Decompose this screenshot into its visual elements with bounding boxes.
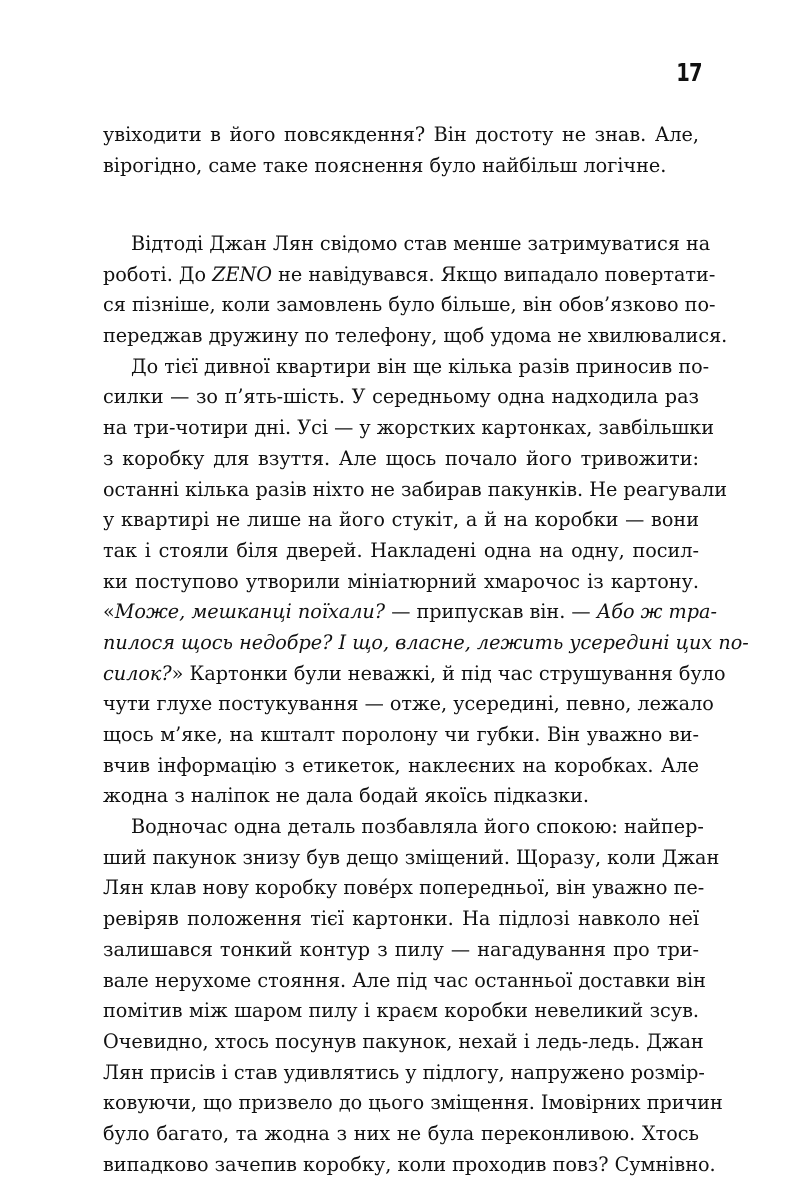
page-number: 17 [676, 58, 702, 87]
text-line: ревіряв положення тієї картонки. На підлозі навколо неї [103, 907, 699, 931]
text-line: Очевидно, хтось посунув пакунок, нехай і ледь-ледь. Джан [103, 1029, 704, 1053]
text-line: ковуючи, що призвело до цього зміщення. Імовірних причин [103, 1091, 723, 1115]
text-line: помітив між шаром пилу і краєм коробки невеликий зсув. [103, 999, 699, 1023]
paragraph-first-line: До тієї дивної квартири він ще кілька разів приносив по- [131, 354, 710, 378]
text-line: з коробку для взуття. Але щось почало його тривожити: [103, 446, 699, 470]
text-line: вірогідно, саме таке пояснення було найбільш логічне. [103, 153, 667, 177]
text-line: роботі. До ZENO не навідувався. Якщо випадало повертати- [103, 262, 716, 286]
text-line: чути глухе постукування — отже, усередині, певно, лежало [103, 692, 714, 716]
text-block-main [103, 229, 749, 1180]
text-line: щось м’яке, на кшталт поролону чи губки. Він уважно ви- [103, 723, 699, 746]
text-line: на три-чотири дні. Усі — у жорстких картонках, завбільшки [103, 416, 715, 440]
paragraph-first-line: Відтоді Джан Лян свідомо став менше затримуватися на [131, 232, 711, 255]
text-line: так і стояли біля дверей. Накладені одна на одну, посил- [103, 538, 699, 562]
text-line: останні кілька разів ніхто не забирав пакунків. Не реагували [103, 477, 728, 501]
text-line: силок?» Картонки були неважкі, й під час струшування було [103, 661, 726, 685]
text-line: переджав дружину по телефону, щоб удома не хвилювалися. [103, 324, 728, 348]
text-block-top [103, 120, 699, 181]
text-line: залишався тонкий контур з пилу — нагадування про три- [103, 937, 699, 961]
text-line-italic: пилося щось недобре? І що, власне, лежить усередині цих по- [103, 630, 749, 654]
text-line: увіходити в його повсякдення? Він достоту не знав. Але, [103, 123, 699, 146]
text-line: Лян присів і став удивлятись у підлогу, напружено розмір- [103, 1060, 705, 1084]
text-line: ки поступово утворили мініатюрний хмарочос із картону. [103, 569, 699, 593]
text-line-italic: «Може, мешканці поїхали? — припускав він. — Або ж тра- [103, 600, 717, 624]
text-line: було багато, та жодна з них не була переконливою. Хтось [103, 1121, 699, 1145]
text-line: ший пакунок знизу був дещо зміщений. Щоразу, коли Джан [103, 845, 720, 869]
text-line: у квартирі не лише на його стукіт, а й на коробки — вони [103, 508, 699, 532]
text-line: жодна з наліпок не дала бодай якоїсь підказки. [103, 784, 589, 808]
paragraph-first-line: Водночас одна деталь позбавляла його спокою: найпер- [131, 815, 704, 839]
text-line: силки — зо п’ять-шість. У середньому одна надходила раз [103, 385, 699, 409]
text-line: вале нерухоме стояння. Але під час останньої доставки він [103, 968, 706, 992]
text-line: вчив інформацію з етикеток, наклеєних на коробках. Але [103, 753, 699, 777]
text-line: випадково зачепив коробку, коли проходив повз? Сумнівно. [103, 1152, 716, 1176]
text-line: ся пізніше, коли замовлень було більше, він обов’язково по- [103, 293, 716, 317]
text-line: Лян клав нову коробку пове́рх попередньої, він уважно пе- [103, 876, 705, 900]
